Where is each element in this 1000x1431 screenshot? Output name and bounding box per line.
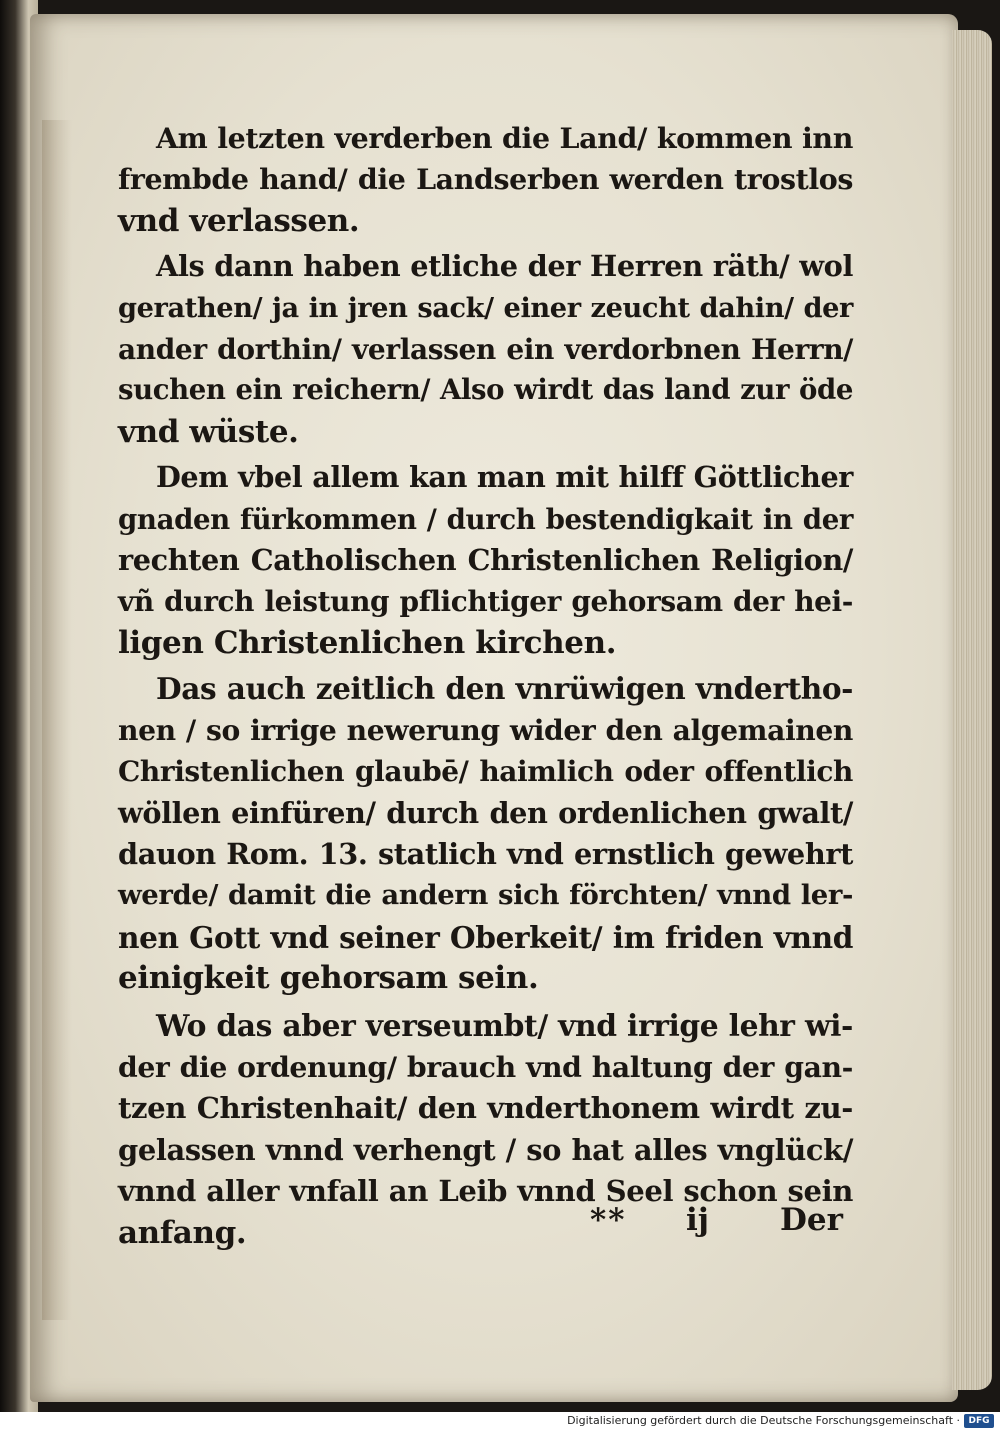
text-line: rechten Catholischen Christenlichen Religion/: [118, 543, 853, 578]
text-line: anfang.: [118, 1214, 247, 1251]
text-line: Als dann haben etliche der Herren räth/ wol: [156, 249, 853, 284]
text-block: [118, 118, 853, 1254]
text-line: ander dorthin/ verlassen ein verdorbnen Herrn/: [118, 333, 853, 367]
text-line: wöllen einfüren/ durch den ordenlichen gwalt/: [118, 795, 853, 830]
text-line: Dem vbel allem kan man mit hilff Göttlicher: [156, 460, 853, 495]
gathering-number: ij: [686, 1202, 709, 1238]
text-line: Wo das aber verseumbt/ vnd irrige lehr wi-: [156, 1008, 853, 1044]
text-line: tzen Christenhait/ den vnderthonem wirdt zu-: [118, 1091, 853, 1126]
text-line: gelassen vnnd verhengt / so hat alles vnglück/: [118, 1132, 853, 1167]
text-line: vnd wüste.: [118, 413, 299, 450]
paragraph-3: [118, 457, 853, 664]
signature-mark: **: [590, 1202, 627, 1238]
paragraph-4: [118, 668, 853, 999]
paragraph-1: [118, 118, 853, 242]
attribution-bar: [0, 1412, 1000, 1431]
text-line: nen / so irrige newerung wider den algemainen: [118, 713, 853, 747]
text-line: ligen Christenlichen kirchen.: [118, 624, 617, 661]
text-line: gnaden fürkommen / durch bestendigkait in der: [118, 502, 853, 536]
text-line: suchen ein reichern/ Also wirdt das land zur öde: [118, 374, 853, 407]
text-line: Das auch zeitlich den vnrüwigen vndertho-: [156, 671, 853, 707]
attribution-text: Digitalisierung gefördert durch die Deutsche Forschungsgemeinschaft ·: [567, 1414, 960, 1427]
page-edges: [952, 30, 992, 1390]
text-line: der die ordenung/ brauch vnd haltung der gan-: [118, 1049, 853, 1084]
text-line: Am letzten verderben die Land/ kommen inn: [156, 121, 853, 155]
paragraph-2: [118, 246, 853, 453]
text-line: vñ durch leistung pflichtiger gehorsam der hei-: [118, 585, 853, 619]
text-line: vnnd aller vnfall an Leib vnnd Seel schon sein: [118, 1174, 853, 1209]
text-line: dauon Rom. 13. statlich vnd ernstlich gewehrt: [118, 836, 853, 871]
text-line: frembde hand/ die Landserben werden trostlos: [118, 162, 853, 197]
text-line: Christenlichen glaubē/ haimlich oder offentlich: [118, 755, 853, 789]
page-footer: [590, 1202, 852, 1246]
text-line: werde/ damit die andern sich förchten/ vnnd ler-: [118, 879, 853, 912]
text-line: gerathen/ ja in jren sack/ einer zeucht dahin/ der: [118, 291, 853, 324]
dfg-logo: DFG: [964, 1414, 994, 1428]
gutter-shadow: [42, 120, 72, 1320]
text-line: einigkeit gehorsam sein.: [118, 960, 539, 997]
catchword: Der: [780, 1202, 843, 1238]
text-line: vnd verlassen.: [118, 202, 360, 239]
text-line: nen Gott vnd seiner Oberkeit/ im friden vnnd: [118, 919, 853, 955]
